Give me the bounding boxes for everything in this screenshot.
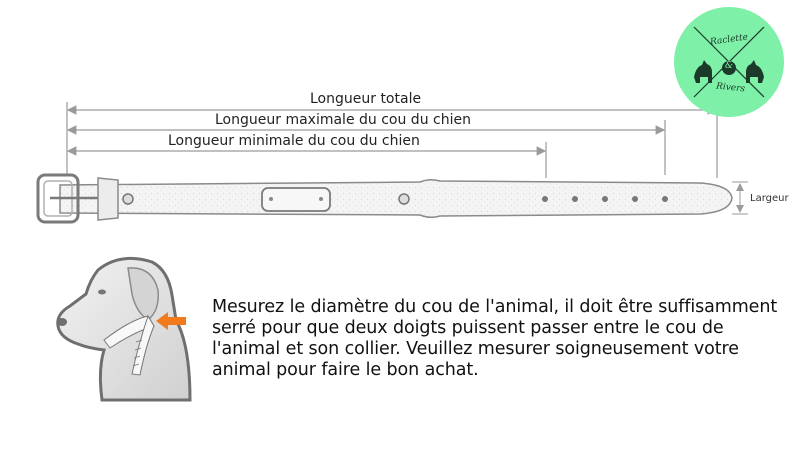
dog-neck-illustration [40, 250, 240, 410]
brand-logo [672, 5, 786, 119]
width-label: Largeur [750, 193, 789, 204]
measurement-instructions: Mesurez le diamètre du cou de l'animal, il doit être suffisamment serré pour que deux doigts puissent passer entre le cou de l'animal et son collier. Veuillez mesurer soigneusement votre animal pour faire le bon achat. [212, 297, 778, 380]
total-length-label: Longueur totale [310, 91, 422, 107]
max-length-label: Longueur maximale du cou du chien [215, 112, 471, 128]
logo-text-bottom: Rivers [715, 81, 746, 95]
buckle [38, 175, 105, 222]
min-length-label: Longueur minimale du cou du chien [168, 133, 420, 149]
logo-text-top: Raclette [709, 32, 749, 48]
name-plate [262, 188, 330, 211]
logo-ampersand: & [725, 61, 734, 71]
